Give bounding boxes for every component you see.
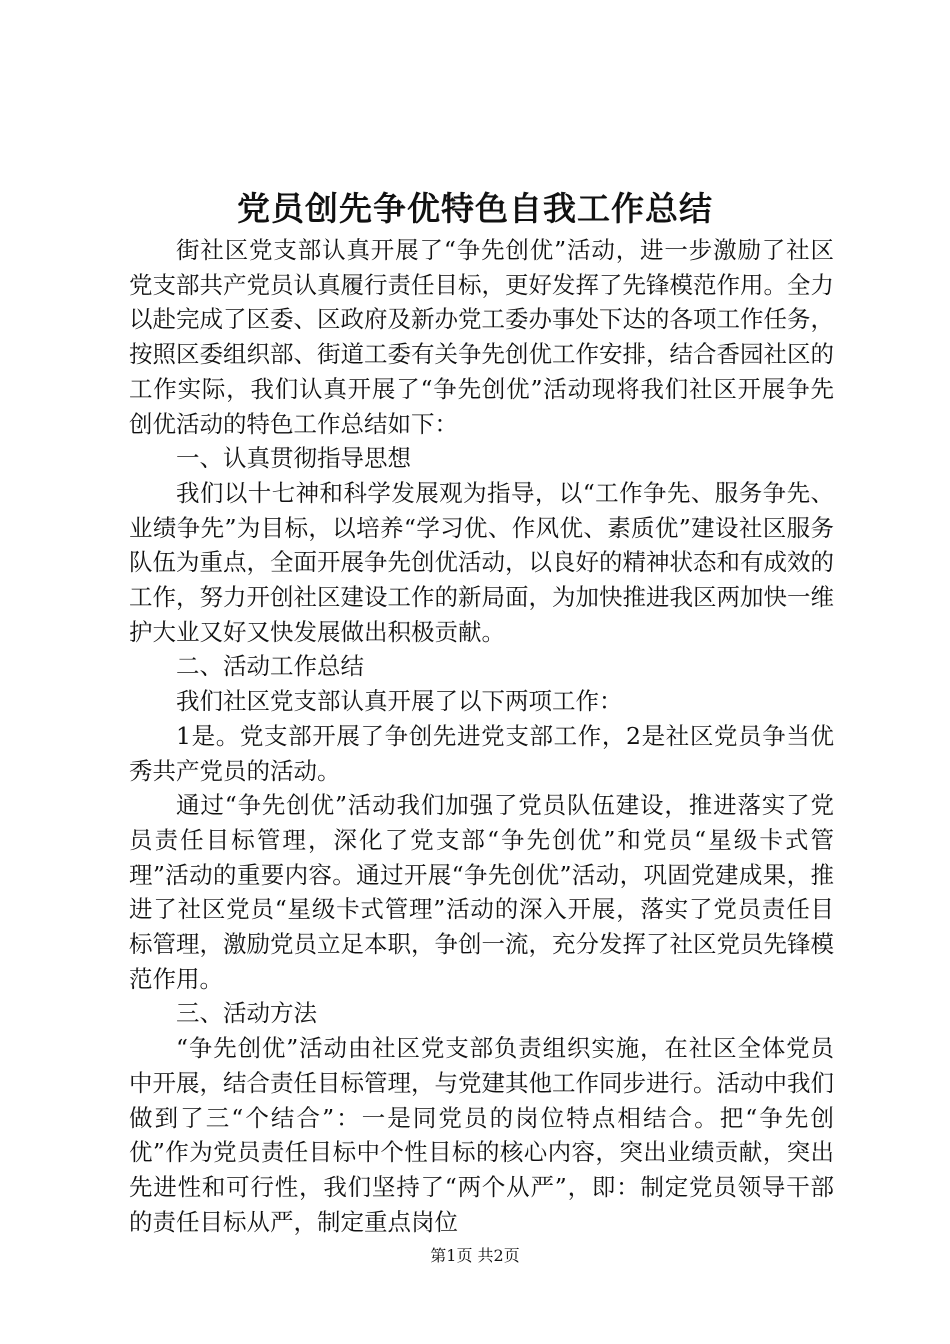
document-title: 党员创先争优特色自我工作总结 (237, 189, 713, 228)
section-2-paragraph-1: 我们社区党支部认真开展了以下两项工作： (176, 687, 623, 716)
section-2-paragraph-2: 1是。党支部开展了争创先进党支部工作，2是社区党员争当优秀共产党员的活动。 (129, 721, 834, 785)
page-footer: 第1页 共2页 (430, 1246, 520, 1265)
section-1-paragraph: 我们以十七神和科学发展观为指导，以“工作争先、服务争先、业绩争先”为目标，以培养“学习优、作风优、素质优”建设社区服务队伍为重点，全面开展争先创优活动，以良好的精神状态和有成效的工作，努力开创社区建设工作的新局面，为加快推进我区两加快一维护大业又好又快发展做出积极贡献。 (129, 478, 834, 646)
section-heading-1: 一、认真贯彻指导思想 (176, 444, 411, 473)
section-heading-3: 三、活动方法 (176, 999, 317, 1028)
section-3-paragraph: “争先创优”活动由社区党支部负责组织实施，在社区全体党员中开展，结合责任目标管理，与党建其他工作同步进行。活动中我们做到了三“个结合”：一是同党员的岗位特点相结合。把“争先创优”作为党员责任目标中个性目标的核心内容，突出业绩贡献，突出先进性和可行性，我们坚持了“两个从严”，即：制定党员领导干部的责任目标从严，制定重点岗位 (129, 1034, 834, 1236)
section-heading-2: 二、活动工作总结 (176, 652, 364, 681)
section-2-paragraph-3: 通过“争先创优”活动我们加强了党员队伍建设，推进落实了党员责任目标管理，深化了党支部“争先创优”和党员“星级卡式管理”活动的重要内容。通过开展“争先创优”活动，巩固党建成果，推进了社区党员“星级卡式管理”活动的深入开展，落实了党员责任目标管理，激励党员立足本职，争创一流，充分发挥了社区党员先锋模范作用。 (129, 791, 834, 993)
intro-paragraph: 街社区党支部认真开展了“争先创优”活动，进一步激励了社区党支部共产党员认真履行责任目标，更好发挥了先锋模范作用。全力以赴完成了区委、区政府及新办党工委办事处下达的各项工作任务，按照区委组织部、街道工委有关争先创优工作安排，结合香园社区的工作实际，我们认真开展了“争先创优”活动现将我们社区开展争先创优活动的特色工作总结如下： (129, 236, 834, 438)
document-body (129, 233, 834, 1239)
